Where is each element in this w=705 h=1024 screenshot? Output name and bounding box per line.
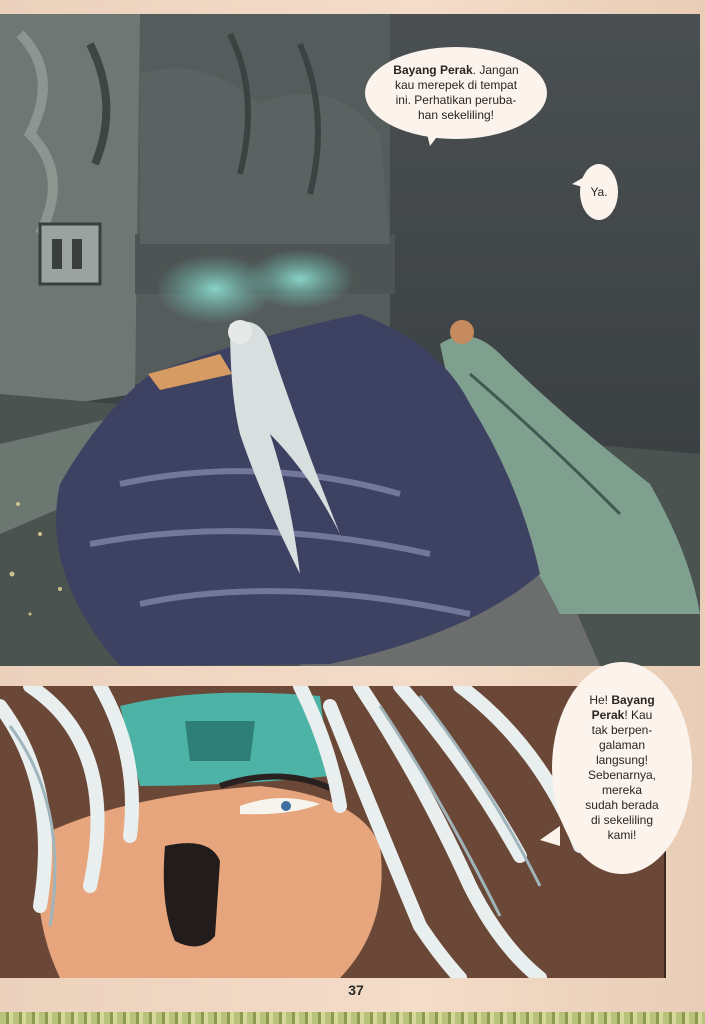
top-panel	[0, 14, 700, 666]
bubble-bold-name: Bayang Perak	[591, 693, 655, 722]
speech-bubble-reply	[580, 164, 618, 220]
bubble-text-lead: He!	[589, 693, 612, 707]
bubble-tail	[540, 826, 560, 848]
bubble-bold-name: Bayang Perak	[393, 63, 473, 77]
bubble-text: ! Kau tak berpen- galaman langsung! Sebenarnya, mereka sudah berada di sekeliling kami!	[585, 708, 659, 842]
page-edge-strip	[0, 1012, 705, 1024]
speech-bubble-warning	[365, 47, 547, 139]
speech-bubble-taunt	[552, 662, 692, 874]
bubble-text: . Jangan kau merepek di tempat ini. Perhatikan peruba- han sekeliling!	[394, 63, 519, 122]
bubble-text: Ya.	[590, 184, 608, 199]
top-panel-artwork	[0, 14, 700, 666]
page-number: 37	[348, 982, 364, 998]
